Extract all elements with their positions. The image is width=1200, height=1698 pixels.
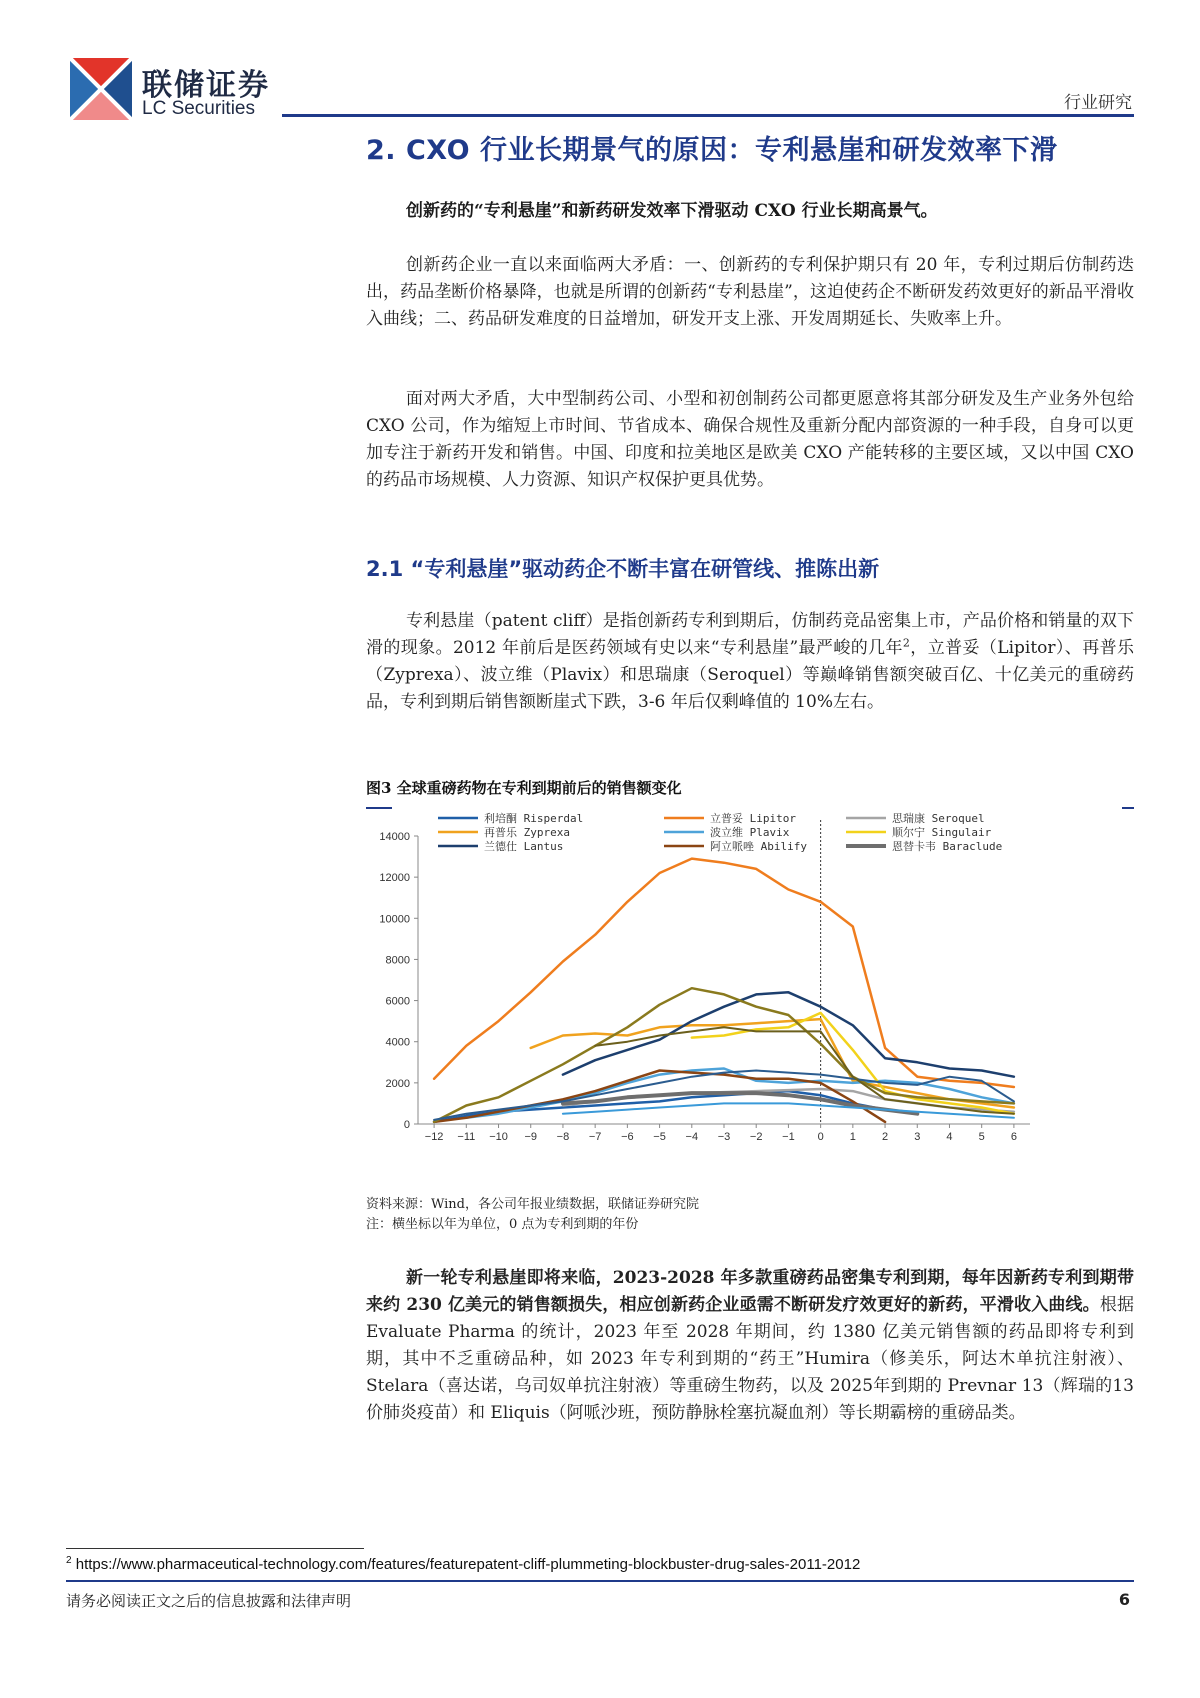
legend-label: 利培酮 Risperdal [484,812,584,825]
footnote-divider [66,1548,364,1549]
x-tick-label: −6 [621,1131,634,1143]
subsection-title: 2.1 “专利悬崖”驱动药企不断丰富在研管线、推陈出新 [366,557,880,581]
patent-cliff-text: 专利悬崖（patent cliff）是指创新药专利到期后，仿制药竞品密集上市，产品价格和销量的双下滑的现象。2012 年前后是医药领域有史以来“专利悬崖”最严峻的几年 [366,611,1134,658]
paragraph-patent-cliff [366,608,1134,716]
x-tick-label: −8 [556,1131,570,1143]
x-tick-label: 1 [849,1131,856,1143]
x-tick-label: −10 [489,1131,508,1143]
x-tick-label: −7 [588,1131,602,1143]
series-line [692,1013,1014,1114]
figure-rule-right [1122,807,1134,809]
paragraph-outsourcing: 面对两大矛盾，大中型制药公司、小型和初创制药公司都更愿意将其部分研发及生产业务外包给 CXO 公司，作为缩短上市时间、节省成本、确保合规性及重新分配内部资源的一种手段，自身可以更加专注于新药开发和销售。中国、印度和拉美地区是欧美 CXO 产能转移的主要区域，又以中国 CXO 的药品市场规模、人力资源、知识产权保护更具优势。 [366,389,1134,490]
lc-securities-logo [70,58,132,120]
x-tick-label: −2 [749,1131,763,1143]
paragraph-new-patent-cliff [366,1265,1134,1427]
section-title: 2. CXO 行业长期景气的原因：专利悬崖和研发效率下滑 [366,135,1058,166]
x-tick-label: −9 [524,1131,538,1143]
x-tick-label: 6 [1010,1131,1017,1143]
x-tick-label: 5 [978,1131,985,1143]
legend-label: 顺尔宁 Singulair [892,826,992,839]
series-line [434,988,1014,1122]
legend-label: 再普乐 Zyprexa [484,826,570,839]
y-tick-label: 12000 [379,872,410,885]
brand-name-cn: 联储证券 [142,68,270,103]
legend-label: 思瑞康 Seroquel [892,812,985,825]
y-tick-label: 6000 [385,995,410,1008]
y-tick-label: 8000 [385,954,410,967]
paragraph-contradictions: 创新药企业一直以来面临两大矛盾：一、创新药的专利保护期只有 20 年，专利过期后仿制药迭出，药品垄断价格暴降，也就是所谓的创新药“专利悬崖”，这迫使药企不断研发药效更好的新品平滑收入曲线；二、药品研发难度的日益增加，研发开支上涨、开发周期延长、失败率上升。 [366,255,1134,329]
y-tick-label: 10000 [379,913,410,926]
legend-label: 立普妥 Lipitor [710,812,796,825]
y-tick-label: 2000 [385,1077,410,1090]
page-number: 6 [1118,1590,1130,1609]
disclaimer: 请务必阅读正文之后的信息披露和法律声明 [66,1592,352,1610]
y-tick-label: 0 [403,1119,410,1131]
footer-divider [66,1580,1134,1582]
x-tick-label: 0 [817,1131,824,1143]
x-tick-label: −5 [653,1131,666,1143]
legend-label: 阿立哌唑 Abilify [710,840,807,853]
figure-source [366,1195,1134,1235]
footnote-link[interactable]: https://www.pharmaceutical-technology.com/features/featurepatent-cliff-plummeting-blockbuster-drug-sales-2011-2012 [75,1556,861,1573]
figure-source-text: 资料来源：Wind，各公司年报业绩数据，联储证券研究院 [366,1197,699,1212]
sales-line-chart [366,812,1134,1192]
x-tick-label: −11 [457,1131,476,1143]
footnote [66,1555,860,1573]
patent-cliff-text-cont: ，立普妥（Lipitor）、再普乐（Zyprexa）、波立维（Plavix）和思瑞康（Seroquel）等巅峰销售额突破百亿、十亿美元的重磅药品，专利到期后销售额断崖式下跌，3-6 年后仅剩峰值的 10%左右。 [366,638,1134,712]
figure-rule-left [366,807,392,809]
footnote-mark: 2 [66,1555,72,1566]
x-tick-label: 4 [946,1131,953,1143]
series-line [563,1103,1014,1117]
section-lead: 创新药的“专利悬崖”和新药研发效率下滑驱动 CXO 行业长期高景气。 [406,201,938,221]
header-divider [282,114,1134,117]
x-tick-label: −12 [424,1131,444,1143]
x-tick-label: 3 [914,1131,921,1143]
x-tick-label: −4 [685,1131,699,1143]
figure-note-text: 注：横坐标以年为单位，0 点为专利到期的年份 [366,1217,639,1232]
y-tick-label: 4000 [385,1036,410,1049]
legend-label: 波立维 Plavix [710,826,790,839]
x-tick-label: −3 [717,1131,731,1143]
x-tick-label: 2 [881,1131,889,1143]
figure-title: 图3 全球重磅药物在专利到期前后的销售额变化 [366,779,682,797]
y-tick-label: 14000 [379,831,410,843]
legend-label: 恩替卡韦 Baraclude [892,840,1003,853]
x-tick-label: −1 [782,1131,795,1143]
legend-label: 兰德仕 Lantus [484,840,564,853]
report-type-tag: 行业研究 [1064,93,1132,113]
brand-name-en: LC Securities [142,98,255,119]
closing-normal: 根据 Evaluate Pharma 的统计，2023 年至 2028 年期间，约 1380 亿美元销售额的药品即将专利到期，其中不乏重磅品种，如 2023 年专利到期的“药王”Humira（修美乐，阿达木单抗注射液）、Stelara（喜达诺，乌司奴单抗注射液）等重磅生物药，以及 2025年到期的 Prevnar 13（辉瑞的13价肺炎疫苗）和 Eliquis（阿哌沙班，预防静脉栓塞抗凝血剂）等长期霸榜的重磅品类。 [366,1295,1134,1423]
closing-bold: 新一轮专利悬崖即将来临，2023-2028 年多款重磅药品密集专利到期，每年因新药专利到期带来约 230 亿美元的销售额损失，相应创新药企业亟需不断研发疗效更好的新药，平滑收入曲线。 [366,1268,1134,1315]
series-line [434,859,1014,1087]
footnote-ref[interactable]: 2 [902,636,910,650]
